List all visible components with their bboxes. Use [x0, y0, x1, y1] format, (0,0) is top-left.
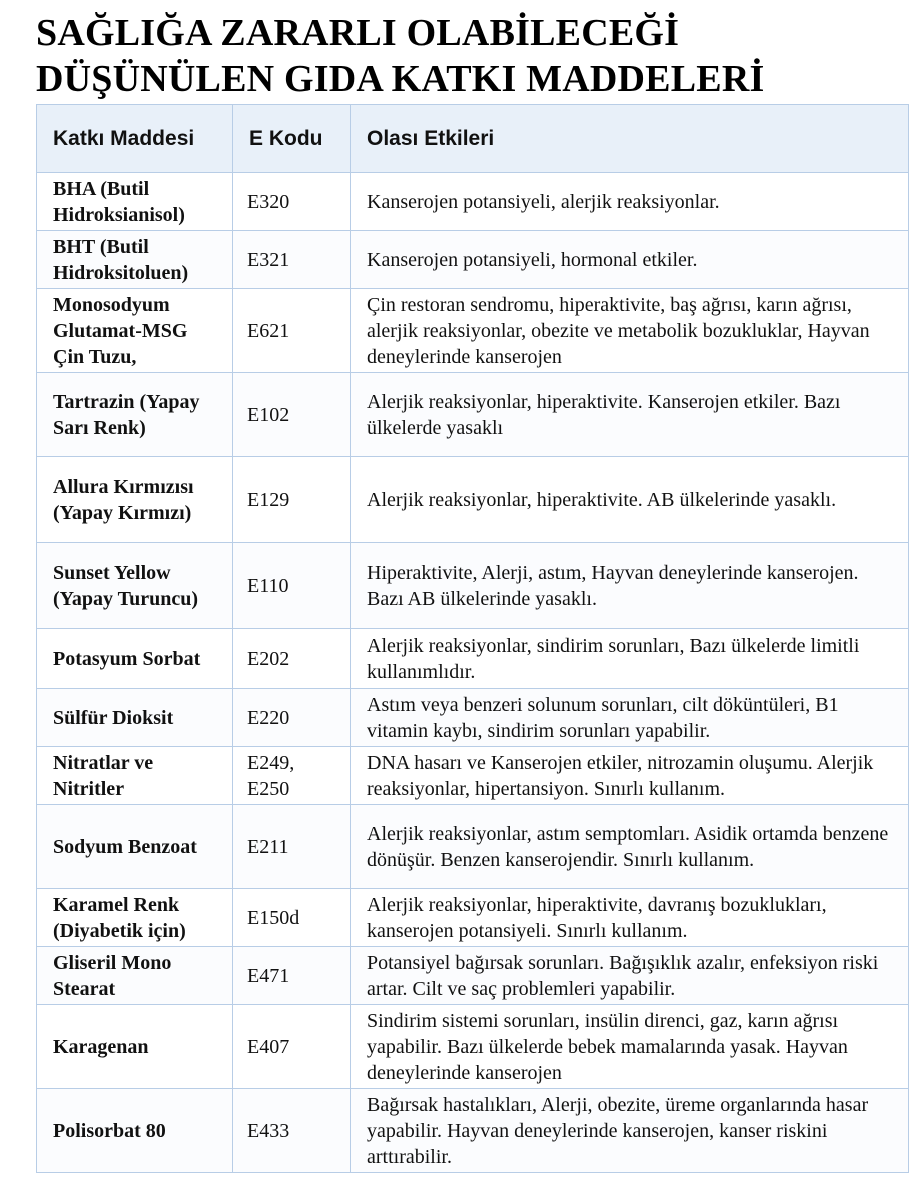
- additive-name: Allura Kırmızısı (Yapay Kırmızı): [37, 457, 233, 543]
- table-header-row: [37, 105, 909, 173]
- e-code: E320: [233, 173, 351, 231]
- table-row: [37, 1005, 909, 1089]
- table-row: [37, 373, 909, 457]
- e-code: E150d: [233, 889, 351, 947]
- additive-name: Karagenan: [37, 1005, 233, 1089]
- e-code: E249, E250: [233, 747, 351, 805]
- effects: Çin restoran sendromu, hiperaktivite, baş ağrısı, karın ağrısı, alerjik reaksiyonlar, obezite ve metabolik bozukluklar, Hayvan deneylerinde kanserojen: [351, 289, 909, 373]
- table-row: [37, 805, 909, 889]
- additive-name: Sodyum Benzoat: [37, 805, 233, 889]
- header-additive: Katkı Maddesi: [37, 105, 233, 173]
- e-code: E433: [233, 1089, 351, 1173]
- table-row: [37, 457, 909, 543]
- additive-name: Potasyum Sorbat: [37, 629, 233, 689]
- header-effects: Olası Etkileri: [351, 105, 909, 173]
- e-code: E220: [233, 689, 351, 747]
- page-title-line-1: SAĞLIĞA ZARARLI OLABİLECEĞİ: [36, 12, 680, 54]
- additive-name: Nitratlar ve Nitritler: [37, 747, 233, 805]
- table-row: [37, 629, 909, 689]
- table-row: [37, 889, 909, 947]
- effects: Alerjik reaksiyonlar, sindirim sorunları, Bazı ülkelerde limitli kullanımlıdır.: [351, 629, 909, 689]
- additive-name: Monosodyum Glutamat-MSG Çin Tuzu,: [37, 289, 233, 373]
- e-code: E211: [233, 805, 351, 889]
- additive-name: Polisorbat 80: [37, 1089, 233, 1173]
- additives-table: [36, 104, 909, 1173]
- e-code: E110: [233, 543, 351, 629]
- e-code: E102: [233, 373, 351, 457]
- effects: Kanserojen potansiyeli, hormonal etkiler.: [351, 231, 909, 289]
- e-code: E129: [233, 457, 351, 543]
- effects: Hiperaktivite, Alerji, astım, Hayvan deneylerinde kanserojen. Bazı AB ülkelerinde yasaklı.: [351, 543, 909, 629]
- effects: DNA hasarı ve Kanserojen etkiler, nitrozamin oluşumu. Alerjik reaksiyonlar, hipertansiyon. Sınırlı kullanım.: [351, 747, 909, 805]
- additive-name: Tartrazin (Yapay Sarı Renk): [37, 373, 233, 457]
- header-e-code: E Kodu: [233, 105, 351, 173]
- effects: Potansiyel bağırsak sorunları. Bağışıklık azalır, enfeksiyon riski artar. Cilt ve saç problemleri yapabilir.: [351, 947, 909, 1005]
- effects: Alerjik reaksiyonlar, astım semptomları. Asidik ortamda benzene dönüşür. Benzen kanserojendir. Sınırlı kullanım.: [351, 805, 909, 889]
- e-code: E202: [233, 629, 351, 689]
- effects: Alerjik reaksiyonlar, hiperaktivite. AB ülkelerinde yasaklı.: [351, 457, 909, 543]
- effects: Sindirim sistemi sorunları, insülin direnci, gaz, karın ağrısı yapabilir. Bazı ülkelerde bebek mamalarında yasak. Hayvan deneylerinde kanserojen: [351, 1005, 909, 1089]
- additive-name: Sunset Yellow (Yapay Turuncu): [37, 543, 233, 629]
- table-row: [37, 543, 909, 629]
- table-row: [37, 231, 909, 289]
- e-code: E321: [233, 231, 351, 289]
- page-title-line-2: DÜŞÜNÜLEN GIDA KATKI MADDELERİ: [36, 58, 765, 100]
- page-title: [36, 10, 916, 102]
- additive-name: Karamel Renk (Diyabetik için): [37, 889, 233, 947]
- effects: Astım veya benzeri solunum sorunları, cilt döküntüleri, B1 vitamin kaybı, sindirim sorunları yapabilir.: [351, 689, 909, 747]
- effects: Alerjik reaksiyonlar, hiperaktivite. Kanserojen etkiler. Bazı ülkelerde yasaklı: [351, 373, 909, 457]
- table-row: [37, 747, 909, 805]
- table-row: [37, 947, 909, 1005]
- table-row: [37, 689, 909, 747]
- e-code: E407: [233, 1005, 351, 1089]
- table-row: [37, 173, 909, 231]
- effects: Kanserojen potansiyeli, alerjik reaksiyonlar.: [351, 173, 909, 231]
- table-row: [37, 289, 909, 373]
- additive-name: BHT (Butil Hidroksitoluen): [37, 231, 233, 289]
- additive-name: Gliseril Mono Stearat: [37, 947, 233, 1005]
- table-row: [37, 1089, 909, 1173]
- e-code: E621: [233, 289, 351, 373]
- additive-name: Sülfür Dioksit: [37, 689, 233, 747]
- effects: Bağırsak hastalıkları, Alerji, obezite, üreme organlarında hasar yapabilir. Hayvan deneylerinde kanserojen, kanser riskini arttırabilir.: [351, 1089, 909, 1173]
- effects: Alerjik reaksiyonlar, hiperaktivite, davranış bozuklukları, kanserojen potansiyeli. Sınırlı kullanım.: [351, 889, 909, 947]
- e-code: E471: [233, 947, 351, 1005]
- additive-name: BHA (Butil Hidroksianisol): [37, 173, 233, 231]
